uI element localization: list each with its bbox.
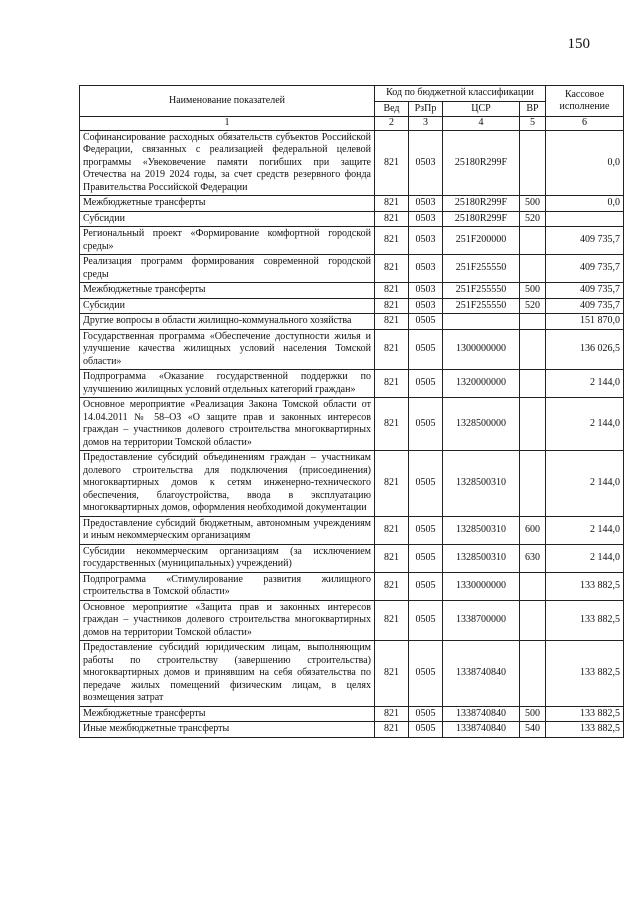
table-row [80, 451, 624, 517]
col-num: 6 [546, 117, 624, 131]
table-row [80, 255, 624, 283]
row-csr: 251F255550 [443, 255, 520, 283]
row-sum: 409 735,7 [546, 298, 624, 314]
row-csr: 251F255550 [443, 283, 520, 299]
row-csr: 1300000000 [443, 329, 520, 370]
header-code-group: Код по бюджетной классификации [375, 86, 546, 102]
table-row [80, 329, 624, 370]
row-name: Предоставление субсидий объединениям граждан – участникам долевого строительства для подключения (присоединения) многоквартирных домов к сетям инженерно-технического обеспечения, благоустройства, ввода в эксплуатацию многоквартирных домов, оформления необходимой документации [80, 451, 375, 517]
row-ved: 821 [375, 211, 409, 227]
col-num: 2 [375, 117, 409, 131]
row-name: Основное мероприятие «Защита прав и законных интересов граждан – участников долевого строительства многоквартирных домов на территории Томской области» [80, 600, 375, 641]
row-sum: 409 735,7 [546, 255, 624, 283]
row-csr [443, 314, 520, 330]
row-ved: 821 [375, 329, 409, 370]
row-rzpr: 0503 [409, 211, 443, 227]
page-number: 150 [567, 36, 590, 52]
row-ved: 821 [375, 516, 409, 544]
row-csr: 1320000000 [443, 370, 520, 398]
row-ved: 821 [375, 706, 409, 722]
table-row [80, 572, 624, 600]
row-vr [520, 130, 546, 196]
row-name: Предоставление субсидий юридическим лицам, выполняющим работы по строительству (завершению строительства) многоквартирных домов и принявшим на себя обязательства по передаче жилых помещений физическим лицам, в целях возмещения затрат [80, 641, 375, 707]
row-name: Софинансирование расходных обязательств субъектов Российской Федерации, связанных с реализацией федеральной целевой программы «Увековечение памяти погибших при защите Отечества на 2019 2024 годы, за счет средств резервного фонда Правительства Российской Федерации [80, 130, 375, 196]
row-vr [520, 370, 546, 398]
row-vr: 500 [520, 283, 546, 299]
row-csr: 1328500310 [443, 451, 520, 517]
row-vr: 520 [520, 298, 546, 314]
row-ved: 821 [375, 227, 409, 255]
col-num: 1 [80, 117, 375, 131]
row-vr: 600 [520, 516, 546, 544]
table-row [80, 283, 624, 299]
row-sum: 2 144,0 [546, 516, 624, 544]
row-rzpr: 0505 [409, 398, 443, 451]
row-sum: 409 735,7 [546, 227, 624, 255]
header-csr: ЦСР [443, 101, 520, 117]
row-csr: 1330000000 [443, 572, 520, 600]
row-csr: 1338740840 [443, 706, 520, 722]
row-sum: 409 735,7 [546, 283, 624, 299]
row-rzpr: 0503 [409, 227, 443, 255]
table-row [80, 227, 624, 255]
row-csr: 1338740840 [443, 641, 520, 707]
header-vr: ВР [520, 101, 546, 117]
row-name: Межбюджетные трансферты [80, 283, 375, 299]
row-vr: 500 [520, 196, 546, 212]
row-csr: 1328500000 [443, 398, 520, 451]
row-ved: 821 [375, 451, 409, 517]
col-num: 5 [520, 117, 546, 131]
row-vr [520, 314, 546, 330]
row-name: Основное мероприятие «Реализация Закона Томской области от 14.04.2011 № 58–ОЗ «О защите прав и законных интересов граждан – участников долевого строительства многоквартирных домов на территории Томской области» [80, 398, 375, 451]
row-name: Межбюджетные трансферты [80, 196, 375, 212]
row-csr: 1328500310 [443, 516, 520, 544]
row-rzpr: 0505 [409, 370, 443, 398]
row-sum: 2 144,0 [546, 544, 624, 572]
table-row [80, 600, 624, 641]
row-rzpr: 0505 [409, 516, 443, 544]
row-sum [546, 211, 624, 227]
table-row [80, 544, 624, 572]
row-ved: 821 [375, 600, 409, 641]
row-vr: 540 [520, 722, 546, 738]
table-row [80, 196, 624, 212]
row-sum: 133 882,5 [546, 706, 624, 722]
row-rzpr: 0505 [409, 706, 443, 722]
row-vr [520, 329, 546, 370]
table-row [80, 641, 624, 707]
table-row [80, 516, 624, 544]
row-name: Реализация программ формирования современной городской среды [80, 255, 375, 283]
row-csr: 1328500310 [443, 544, 520, 572]
row-rzpr: 0505 [409, 314, 443, 330]
row-ved: 821 [375, 196, 409, 212]
row-rzpr: 0503 [409, 130, 443, 196]
row-csr: 25180R299F [443, 196, 520, 212]
row-rzpr: 0503 [409, 255, 443, 283]
table-row [80, 370, 624, 398]
row-rzpr: 0505 [409, 600, 443, 641]
row-csr: 1338700000 [443, 600, 520, 641]
row-rzpr: 0505 [409, 641, 443, 707]
row-vr [520, 572, 546, 600]
col-num: 3 [409, 117, 443, 131]
row-sum: 133 882,5 [546, 641, 624, 707]
row-name: Иные межбюджетные трансферты [80, 722, 375, 738]
row-ved: 821 [375, 641, 409, 707]
row-ved: 821 [375, 722, 409, 738]
row-name: Региональный проект «Формирование комфортной городской среды» [80, 227, 375, 255]
header-ved: Вед [375, 101, 409, 117]
row-sum: 2 144,0 [546, 451, 624, 517]
table-row [80, 706, 624, 722]
row-ved: 821 [375, 544, 409, 572]
row-ved: 821 [375, 572, 409, 600]
row-ved: 821 [375, 130, 409, 196]
row-vr [520, 451, 546, 517]
row-vr: 630 [520, 544, 546, 572]
row-name: Межбюджетные трансферты [80, 706, 375, 722]
row-sum: 2 144,0 [546, 398, 624, 451]
row-sum: 0,0 [546, 130, 624, 196]
col-num: 4 [443, 117, 520, 131]
row-name: Предоставление субсидий бюджетным, автономным учреждениям и иным некоммерческим организациям [80, 516, 375, 544]
row-name: Подпрограмма «Стимулирование развития жилищного строительства в Томской области» [80, 572, 375, 600]
row-sum: 133 882,5 [546, 572, 624, 600]
row-ved: 821 [375, 314, 409, 330]
table-row [80, 398, 624, 451]
row-vr [520, 600, 546, 641]
row-sum: 133 882,5 [546, 722, 624, 738]
column-number-row [80, 117, 624, 131]
row-ved: 821 [375, 283, 409, 299]
row-vr [520, 255, 546, 283]
row-ved: 821 [375, 398, 409, 451]
row-rzpr: 0505 [409, 544, 443, 572]
row-rzpr: 0505 [409, 451, 443, 517]
row-rzpr: 0505 [409, 329, 443, 370]
table-row [80, 722, 624, 738]
row-name: Субсидии [80, 298, 375, 314]
row-csr: 1338740840 [443, 722, 520, 738]
row-sum: 0,0 [546, 196, 624, 212]
row-sum: 136 026,5 [546, 329, 624, 370]
row-rzpr: 0505 [409, 572, 443, 600]
row-csr: 251F255550 [443, 298, 520, 314]
row-ved: 821 [375, 255, 409, 283]
row-rzpr: 0505 [409, 722, 443, 738]
row-sum: 151 870,0 [546, 314, 624, 330]
row-name: Субсидии некоммерческим организациям (за исключением государственных (муниципальных) учреждений) [80, 544, 375, 572]
row-ved: 821 [375, 370, 409, 398]
table-row [80, 314, 624, 330]
row-sum: 2 144,0 [546, 370, 624, 398]
row-vr [520, 227, 546, 255]
row-rzpr: 0503 [409, 298, 443, 314]
row-csr: 251F200000 [443, 227, 520, 255]
budget-table [79, 85, 624, 738]
row-vr [520, 641, 546, 707]
row-vr [520, 398, 546, 451]
row-sum: 133 882,5 [546, 600, 624, 641]
row-vr: 500 [520, 706, 546, 722]
row-name: Субсидии [80, 211, 375, 227]
row-rzpr: 0503 [409, 196, 443, 212]
row-ved: 821 [375, 298, 409, 314]
row-vr: 520 [520, 211, 546, 227]
table-row [80, 298, 624, 314]
row-csr: 25180R299F [443, 130, 520, 196]
row-name: Подпрограмма «Оказание государственной поддержки по улучшению жилищных условий отдельных категорий граждан» [80, 370, 375, 398]
row-csr: 25180R299F [443, 211, 520, 227]
header-cash: Кассовое исполнение [546, 86, 624, 117]
header-name: Наименование показателей [80, 86, 375, 117]
table-row [80, 211, 624, 227]
row-rzpr: 0503 [409, 283, 443, 299]
row-name: Другие вопросы в области жилищно-коммунального хозяйства [80, 314, 375, 330]
row-name: Государственная программа «Обеспечение доступности жилья и улучшение качества жилищных условий населения Томской области» [80, 329, 375, 370]
header-rzpr: РзПр [409, 101, 443, 117]
table-row [80, 130, 624, 196]
